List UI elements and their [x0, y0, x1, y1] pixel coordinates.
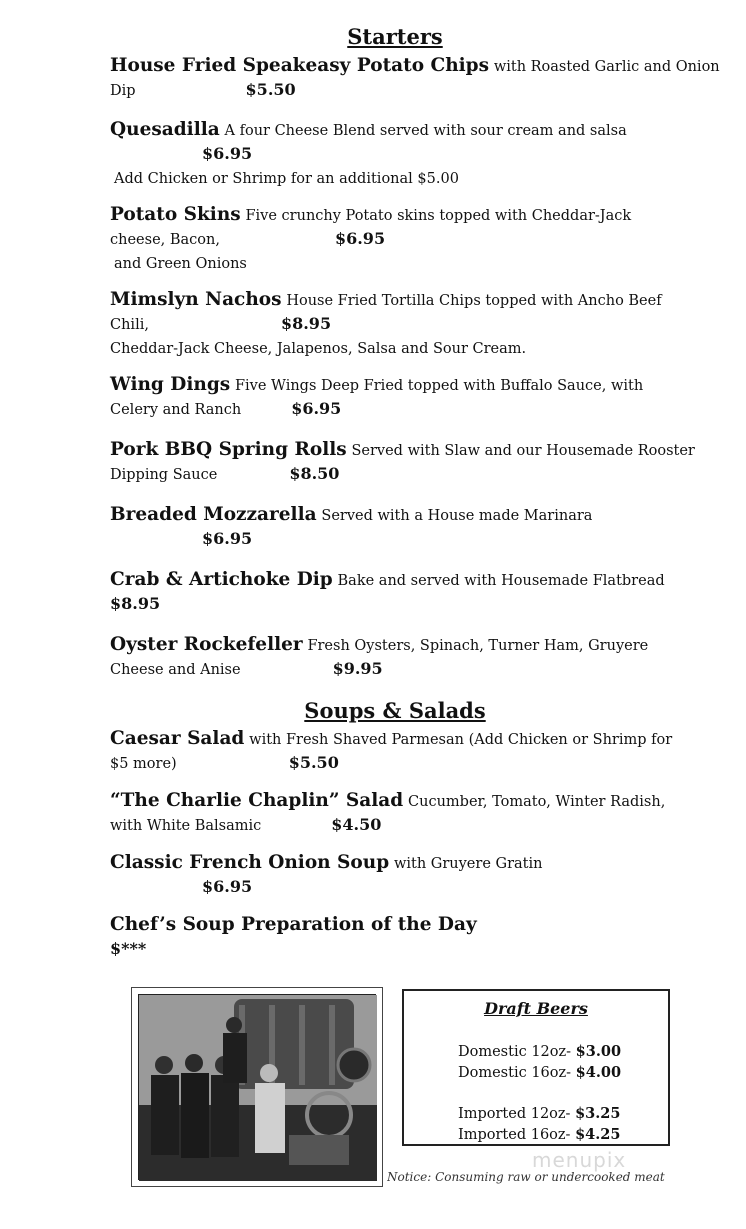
- item-price: $6.95: [202, 877, 253, 896]
- photo-illustration: [139, 995, 377, 1181]
- item-name: Crab & Artichoke Dip: [110, 569, 333, 590]
- menu-item-charlie-chaplin-salad: [110, 789, 710, 837]
- item-price: $8.95: [110, 594, 161, 613]
- item-name: Caesar Salad: [110, 728, 245, 749]
- item-desc: Chili,: [110, 317, 149, 333]
- item-price: $4.50: [331, 815, 382, 834]
- beer-label: Imported 16oz-: [458, 1127, 571, 1143]
- menu-item-quesadilla: [110, 118, 710, 188]
- item-desc: Dip: [110, 83, 136, 99]
- beer-price: $4.00: [575, 1064, 622, 1081]
- menu-item-oyster-rockefeller: [110, 633, 710, 681]
- notice-text: Notice: Consuming raw or undercooked meat: [387, 1170, 665, 1184]
- item-desc: A four Cheese Blend served with sour cream and salsa: [224, 123, 627, 139]
- item-price: $5.50: [288, 753, 339, 772]
- item-price: $8.50: [289, 464, 340, 483]
- item-name: Pork BBQ Spring Rolls: [110, 439, 347, 460]
- beer-price: $3.25: [575, 1105, 621, 1122]
- menu-item-caesar-salad: [110, 727, 710, 775]
- beer-label: Imported 12oz-: [458, 1106, 571, 1122]
- menu-item-mimslyn-nachos: [110, 288, 710, 358]
- item-desc: with Roasted Garlic and Onion: [493, 59, 720, 75]
- beer-row: [458, 1105, 620, 1122]
- item-desc: House Fried Tortilla Chips topped with Ancho Beef: [286, 293, 662, 309]
- draft-beers-box: [402, 989, 670, 1146]
- item-name: Quesadilla: [110, 119, 220, 140]
- item-desc: with Gruyere Gratin: [393, 856, 543, 872]
- photo-image: [138, 994, 376, 1180]
- starters-heading: Starters: [347, 24, 443, 49]
- item-desc: Five Wings Deep Fried topped with Buffalo Sauce, with: [234, 378, 644, 394]
- item-desc: and Green Onions: [114, 256, 247, 272]
- item-name: Chef’s Soup Preparation of the Day: [110, 914, 477, 935]
- menu-item-spring-rolls: [110, 438, 710, 486]
- soups-salads-heading: Soups & Salads: [304, 698, 486, 723]
- item-price: $6.95: [334, 229, 386, 248]
- item-desc: Cheese and Anise: [110, 662, 241, 678]
- watermark: menupix: [532, 1148, 627, 1172]
- item-desc: with White Balsamic: [110, 818, 262, 834]
- item-price: $6.95: [291, 399, 342, 418]
- item-desc: Celery and Ranch: [110, 402, 242, 418]
- item-price: $***: [110, 939, 147, 958]
- item-desc: Cheddar-Jack Cheese, Jalapenos, Salsa and Sour Cream.: [110, 341, 527, 357]
- item-desc: Bake and served with Housemade Flatbread: [337, 573, 665, 589]
- item-desc: Dipping Sauce: [110, 467, 218, 483]
- beer-price: $3.00: [575, 1043, 622, 1060]
- menu-item-french-onion-soup: [110, 851, 710, 899]
- item-name: Potato Skins: [110, 204, 241, 225]
- item-price: $8.95: [280, 314, 332, 333]
- item-price: $9.95: [332, 659, 383, 678]
- item-price: $6.95: [202, 144, 253, 163]
- item-name: Classic French Onion Soup: [110, 852, 390, 873]
- menu-item-breaded-mozzarella: [110, 503, 710, 551]
- item-desc: Cucumber, Tomato, Winter Radish,: [408, 794, 666, 810]
- menu-item-potato-chips: [110, 54, 720, 102]
- item-name: Oyster Rockefeller: [110, 634, 303, 655]
- menu-item-potato-skins: [110, 203, 710, 273]
- menu-item-crab-dip: [110, 568, 710, 616]
- item-desc: Fresh Oysters, Spinach, Turner Ham, Gruyere: [307, 638, 649, 654]
- beer-label: Domestic 16oz-: [458, 1065, 572, 1081]
- item-desc: Five crunchy Potato skins topped with Cheddar-Jack: [245, 208, 632, 224]
- beer-price: $4.25: [575, 1126, 621, 1143]
- item-name: “The Charlie Chaplin” Salad: [110, 790, 404, 811]
- item-price: $5.50: [245, 80, 296, 99]
- item-name: Breaded Mozzarella: [110, 504, 317, 525]
- item-desc: Served with Slaw and our Housemade Rooster: [351, 443, 695, 459]
- beer-row: [458, 1064, 621, 1081]
- item-name: Wing Dings: [110, 374, 231, 395]
- item-desc: cheese, Bacon,: [110, 232, 220, 248]
- beer-row: [458, 1126, 620, 1143]
- menu-item-chefs-soup: [110, 913, 710, 961]
- menu-item-wing-dings: [110, 373, 710, 421]
- beer-label: Domestic 12oz-: [458, 1044, 572, 1060]
- item-note: Add Chicken or Shrimp for an additional $5.00: [114, 171, 459, 187]
- item-name: House Fried Speakeasy Potato Chips: [110, 55, 490, 76]
- item-desc: $5 more): [110, 756, 177, 772]
- draft-beers-title: Draft Beers: [484, 999, 588, 1018]
- item-name: Mimslyn Nachos: [110, 289, 282, 310]
- item-desc: Served with a House made Marinara: [321, 508, 593, 524]
- beer-row: [458, 1043, 621, 1060]
- item-price: $6.95: [202, 529, 253, 548]
- historic-photo: [131, 987, 383, 1187]
- item-desc: with Fresh Shaved Parmesan (Add Chicken or Shrimp for: [249, 732, 673, 748]
